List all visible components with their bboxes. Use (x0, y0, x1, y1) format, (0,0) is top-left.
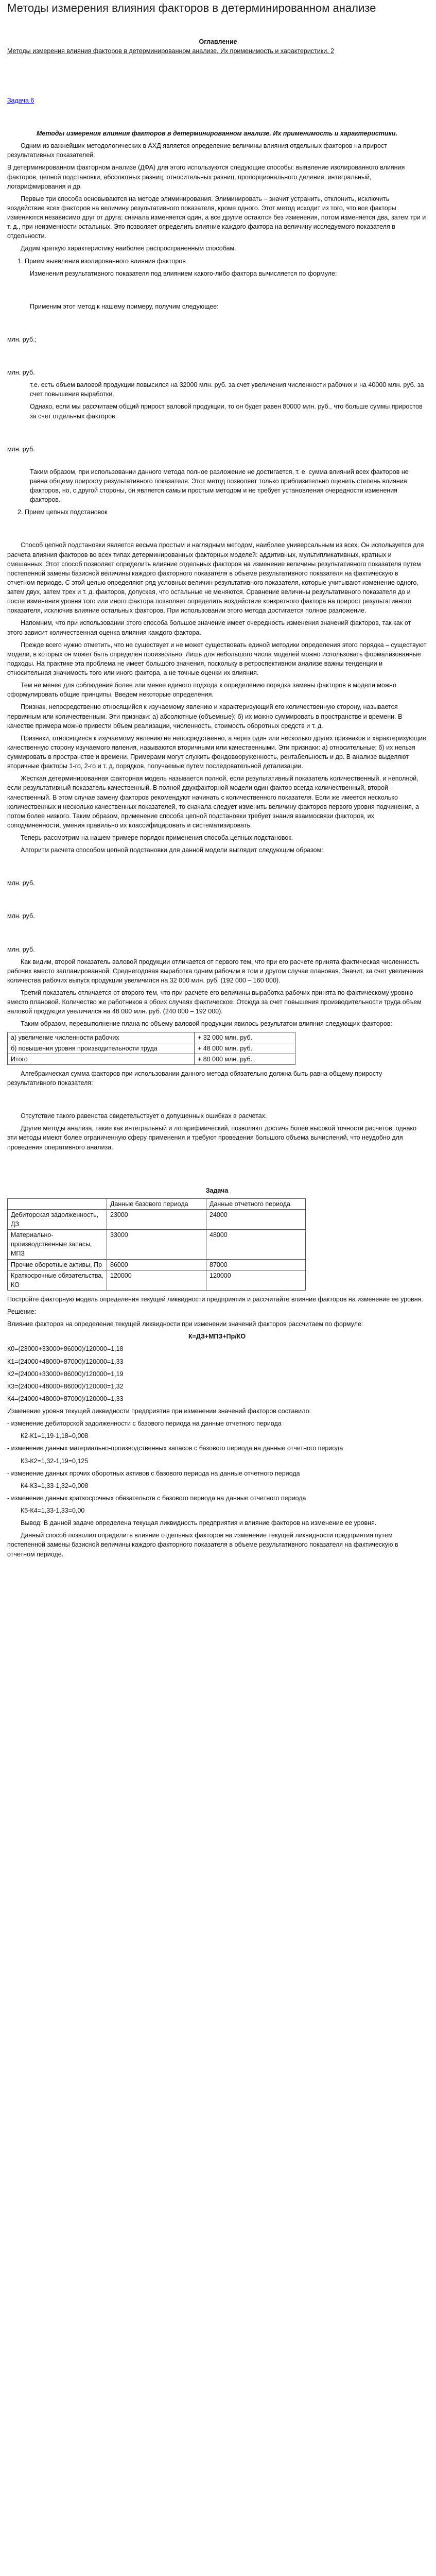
table-row: Прочие оборотные активы, Пр 86000 87000 (8, 1259, 306, 1270)
paragraph: Первые три способа основываются на методе элиминирования. Элиминировать – значит устранить, отклонить, исключить воздействие всех факторов на величину результативного показателя, кроме одного. Этот метод исходит из того, что все факторы изменяются независимо друг от друга: сначала изменяется один, а все другие остаются без изменения, потом изменяется два, затем три и т. д., при неизменности остальных. Это позволяет определить влияние каждого фактора на величину исследуемого показателя в отдельности. (7, 195, 426, 240)
paragraph: Изменения результативного показателя под влиянием какого-либо фактора вычисляется по формуле: (30, 269, 337, 277)
paragraph: Другие методы анализа, такие как интегральный и логарифмический, позволяют достичь более высокой точности расчетов, однако эти методы имеют более ограниченную сферу применения и требуют проведения большого объема вычислений, что неудобно для проведения оперативного анализа. (7, 1125, 417, 1151)
paragraph: Способ цепной подстановки является весьма простым и наглядным методом, наиболее универсальным из всех. Он используется для расчета влияния факторов во всех типах детерминированных факторных моделей: аддитивных, мультипликативных, кратных и смешанных. Этот способ позволяет определить влияние отдельных факторов на изменение величины результативного показателя путем постепенной замены базисной величины каждого факторного показателя в объеме результативного показателя на фактическую в отчетном периоде. С этой целью определяют ряд условных величин результативного показателя, которые учитывают изменение одного, затем двух, затем трех и т. д. факторов, допуская, что остальные не меняются. Сравнение величины результативного показателя до и после изменения уровня того или иного фактора позволяет определить воздействие конкретного фактора на прирост результативного показателя, исключив влияние остальных факторов. При использовании этого метода достигается полное разложение. (7, 541, 424, 615)
method-list (19, 257, 427, 266)
table-row: Материально-производственные запасы, МПЗ 33000 48000 (8, 1230, 306, 1259)
calc-line: К2=(24000+33000+86000)/120000=1,19 (7, 1370, 124, 1378)
paragraph: Таким образом, перевыполнение плана по объему валовой продукции явилось результатом влияния следующих факторов: (21, 1020, 392, 1028)
paragraph: Решение: (7, 1308, 37, 1315)
paragraph: Таким образом, при использовании данного метода полное разложение не достигается, т. е. сумма влияний всех факторов не равна общему приросту результативного показателя. Этот метод позволяет только приблизительно оценить степень влияния факторов, но, с другой стороны, он является самым простым методом и не требует установления очередности изменения факторов. (30, 468, 409, 504)
bullet: - изменение данных прочих оборотных активов с базового периода на данные отчетного периода (7, 1469, 300, 1477)
table-header-row: Данные базового периода Данные отчетного периода (8, 1198, 306, 1209)
calc-line: К3-К2=1,32-1,19=0,125 (21, 1457, 89, 1465)
paragraph: Алгоритм расчета способом цепной подстановки для данной модели выглядит следующим образом: (21, 846, 323, 854)
calc-line: К4=(24000+48000+87000)/120000=1,33 (7, 1395, 124, 1402)
section-heading: Методы измерения влияния факторов в детерминированном анализе. Их применимость и характеристики. (36, 130, 398, 137)
toc-link-methods[interactable]: Методы измерения влияния факторов в детерминированном анализе. Их применимость и характеристики. 2 (7, 47, 335, 55)
paragraph: Прежде всего нужно отметить, что не существует и не может существовать единой методики определения этого порядка – существуют модели, в которых он может быть определен произвольно. Лишь для небольшого числа моделей можно использовать формализованные подходы. На практике эта проблема не имеет большого значения, поскольку в ретроспективном анализе важны тенденции и относительная значимость того или иного фактора, а не точные оценки их влияния. (7, 641, 427, 676)
paragraph: Алгебраическая сумма факторов при использовании данного метода обязательно должна быть равна общему приросту результативного показателя: (7, 1070, 382, 1087)
paragraph: Жесткая детерминированная факторная модель называется полной, если результативный показатель количественный, и неполной, если результативный показатель качественный. В полной двухфакторной модели один фактор всегда количественный, второй – качественный. В этом случае замену факторов рекомендуют начинать с количественного показателя. Если же имеется несколько количественных и несколько качественных показателей, то сначала следует изменить величину факторов первого уровня подчинения, а потом более низкого. Таким образом, применение способа цепной подстановки требует знания взаимосвязи факторов, их соподчиненности, умения правильно их классифицировать и систематизировать. (7, 775, 419, 829)
calc-line: К1=(24000+48000+87000)/120000=1,33 (7, 1358, 124, 1365)
bullet: - изменение данных краткосрочных обязательств с базового периода на данные отчетного периода (7, 1494, 306, 1502)
paragraph: Применим этот метод к нашему примеру, получим следующее: (30, 302, 219, 310)
paragraph: Третий показатель отличается от второго тем, что при расчете его величины выработка рабочих принята по фактическому уровню вместо плановой. Количество же работников в обоих случаях фактическое. Отсюда за счет повышения производительности труда объем валовой продукции увеличился на 48 000 млн. руб. (240 000 – 192 000). (7, 989, 422, 1015)
page-title: Методы измерения влияния факторов в детерминированном анализе (7, 2, 376, 14)
calc-line: К2-К1=1,19-1,18=0,008 (21, 1432, 89, 1440)
table-row: Дебиторская задолженность, ДЗ 23000 24000 (8, 1209, 306, 1229)
formula: К=ДЗ+МПЗ+Пр/КО (188, 1333, 246, 1341)
bullet: - изменение данных материально-производственных запасов с базового периода на данные отчетного периода (7, 1445, 343, 1452)
calc-line: К5-К4=1,33-1,33=0,00 (21, 1507, 85, 1514)
paragraph: Изменение уровня текущей ликвидности предприятия при изменении значений факторов составило: (7, 1408, 311, 1415)
calc-line: К4-К3=1,33-1,32=0,008 (21, 1482, 89, 1489)
conclusion: Вывод: В данной задаче определена текущая ликвидность предприятия и влияние факторов на изменение ее уровня. (21, 1519, 377, 1527)
paragraph: Признаки, относящиеся к изучаемому явлению не непосредственно, а через один или несколько других признаков и характеризующие качественную сторону изучаемого явления, называются вторичными или качественными. Эти признаки: а) относительные; б) их нельзя суммировать в пространстве и времени. Примерами могут служить фондовооруженность, рентабельность и др. В анализе выделяют вторичные факторы 1-го, 2-го и т. д. порядков, получаемые путем последовательной детализации. (7, 734, 426, 770)
method-list-2 (19, 507, 427, 517)
calc-line: К0=(23000+33000+86000)/120000=1,18 (7, 1345, 124, 1353)
table-row: а) увеличение численности рабочих + 32 000 млн. руб. (8, 1032, 295, 1043)
factor-table (7, 1032, 295, 1065)
list-item: 2. Прием цепных подстановок (25, 507, 427, 517)
main-content (7, 129, 427, 1562)
paragraph: Напомним, что при использовании этого способа большое значение имеет очередность изменения значений факторов, так как от этого зависит количественная оценка влияния каждого фактора. (7, 619, 411, 636)
paragraph: Постройте факторную модель определения текущей ликвидности предприятия и рассчитайте влияние факторов на изменение ее уровня. (7, 1295, 423, 1303)
formula-unit: млн. руб. (7, 879, 35, 887)
paragraph: Дадим краткую характеристику наиболее распространенным способам. (21, 245, 236, 252)
conclusion: Данный способ позволил определить влияние отдельных факторов на изменение текущей ликвидности предприятия путем постепенной замены базисной величины каждого факторного показателя в объеме результативного показателя на фактическую в отчетном периоде. (7, 1532, 398, 1558)
table-row: б) повышения уровня производительности труда + 48 000 млн. руб. (8, 1043, 295, 1054)
formula-unit: млн. руб. (7, 369, 35, 376)
table-of-contents (7, 46, 419, 56)
paragraph: Однако, если мы рассчитаем общий прирост валовой продукции, то он будет равен 80000 млн. руб., что больше суммы приростов за счет отдельных факторов: (30, 403, 423, 420)
paragraph: Одним из важнейших методологических в АХД является определение величины влияния отдельных факторов на прирост результативных показателей. (7, 142, 387, 159)
paragraph: т.е. есть объем валовой продукции повысился на 32000 млн. руб. за счет увеличения численности рабочих и на 40000 млн. руб. за счет повышения выработки. (30, 381, 424, 398)
paragraph: Как видим, второй показатель валовой продукции отличается от первого тем, что при его расчете принята фактическая численность рабочих вместо запланированной. Среднегодовая выработка одним рабочим в том и другом случае плановая. Значит, за счет увеличения количества рабочих выпуск продукции увеличился на 32 000 млн. руб. (192 000 – 160 000). (7, 958, 424, 984)
formula-unit: млн. руб. (7, 912, 35, 920)
formula-unit: млн. руб.; (7, 335, 37, 343)
table-row: Краткосрочные обязательства, КО 120000 120000 (8, 1270, 306, 1290)
paragraph: Тем не менее для соблюдения более или менее единого подхода к определению порядка замены факторов в модели можно сформулировать общие принципы. Введем некоторые определения. (7, 682, 396, 699)
formula-unit: млн. руб. (7, 945, 35, 953)
table-row: Итого + 80 000 млн. руб. (8, 1054, 295, 1064)
task-table (7, 1198, 306, 1291)
paragraph: Признак, непосредственно относящийся к изучаемому явлению и характеризующий его количественную сторону, называется первичным или количественным. Эти признаки: а) абсолютные (объемные); б) их можно суммировать в пространстве и времени. В качестве примера можно привести объем реализации, численность, стоимость оборотных средств и т. д. (7, 703, 403, 730)
paragraph: В детерминированном факторном анализе (ДФА) для этого используются следующие способы: выявление изолированного влияния факторов, цепной подстановки, абсолютных разниц, относительных разниц, пропорционального деления, интегральный, логарифмирования и др. (7, 164, 405, 190)
bullet: - изменение дебиторской задолженности с базового периода на данные отчетного периода (7, 1420, 282, 1428)
paragraph: Влияние факторов на определение текущей ликвидности при изменении значений факторов рассчитаем по формуле: (7, 1320, 363, 1328)
formula-unit: млн. руб. (7, 445, 35, 453)
toc-link-task[interactable]: Задача 6 (7, 97, 34, 104)
calc-line: К3=(24000+48000+86000)/120000=1,32 (7, 1382, 124, 1390)
paragraph: Теперь рассмотрим на нашем примере порядок применения способа цепных подстановок. (21, 834, 293, 841)
list-item: 1. Прием выявления изолированного влияния факторов (25, 257, 427, 266)
toc-heading: Оглавление (199, 38, 237, 45)
paragraph: Отсутствие такого равенства свидетельствует о допущенных ошибках в расчетах. (21, 1112, 267, 1120)
task-heading: Задача (205, 1187, 229, 1194)
